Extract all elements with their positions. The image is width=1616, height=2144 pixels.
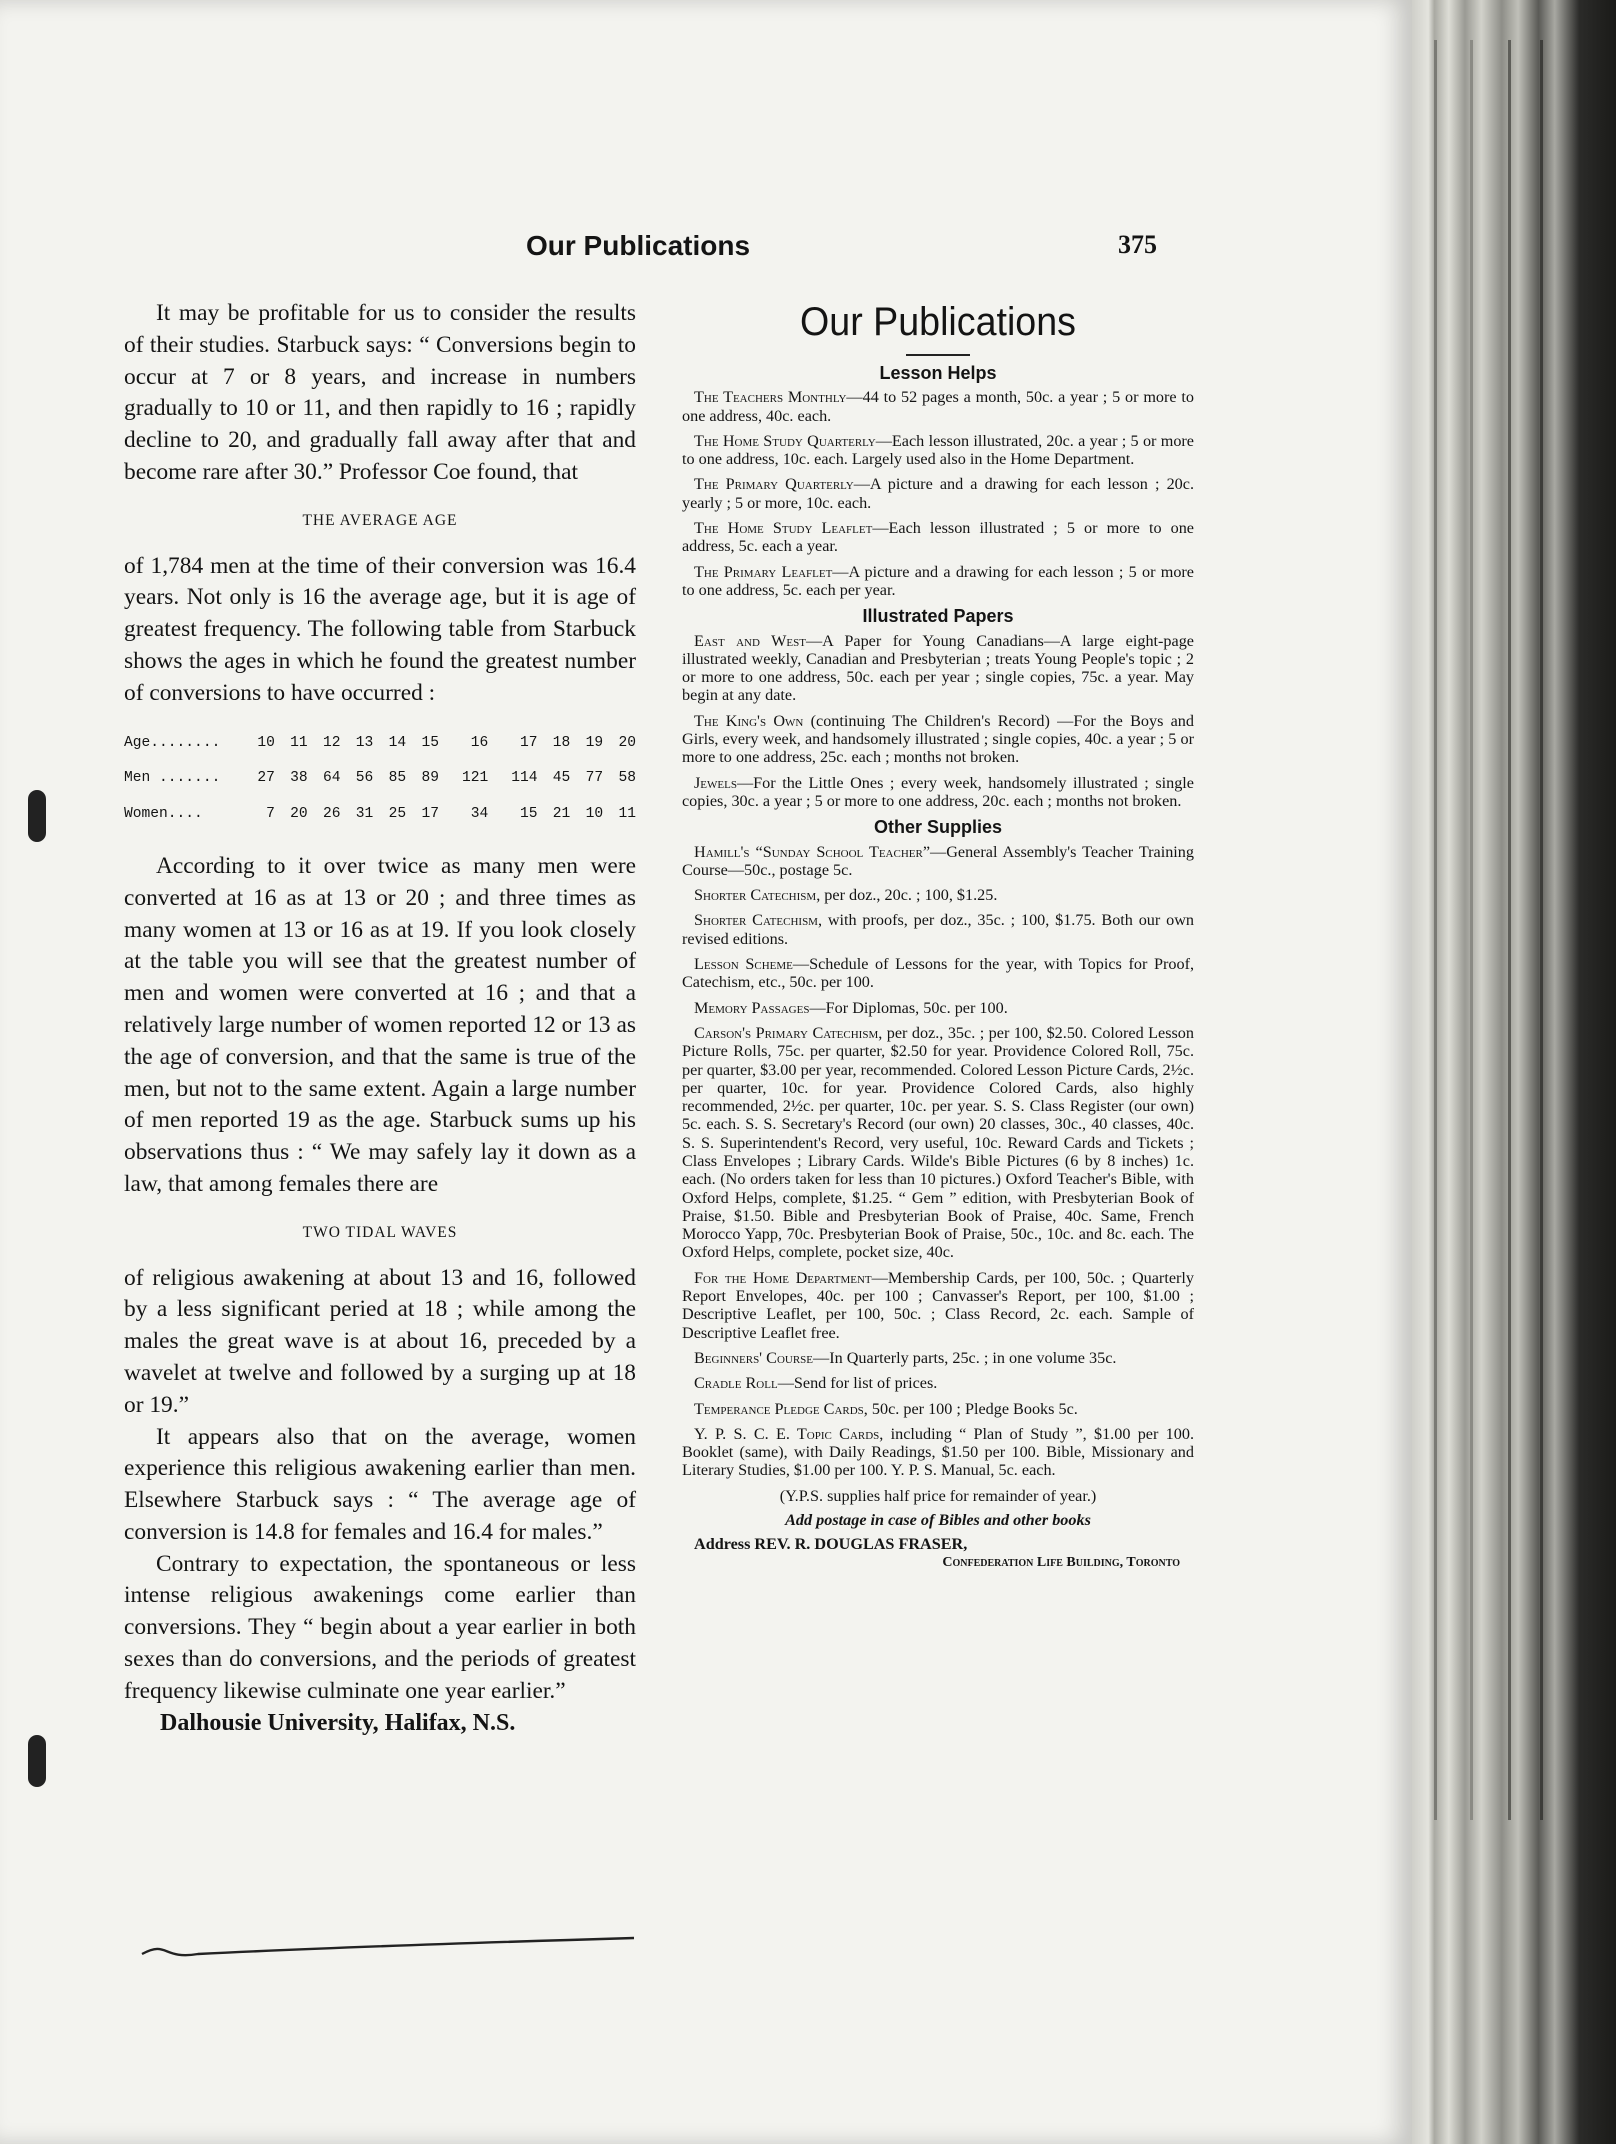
table-cell: 20 (618, 734, 636, 751)
table-cell: 20 (290, 806, 308, 823)
publication-description: —Each lesson illustrated, 20c. a year ; 5 or more to one address, 10c. each. Largely used also in the Home Department. (682, 431, 1194, 469)
note: (Y.P.S. supplies half price for remainder of year.) (779, 1486, 1097, 1505)
publication-entry (682, 911, 1194, 948)
table-cell: 17 (519, 734, 538, 751)
decorative-swash (138, 1936, 638, 1960)
publication-entry (682, 388, 1194, 425)
publication-description: , 50c. per 100 ; Pledge Books 5c. (863, 1399, 1078, 1418)
table-cell: 10 (257, 734, 275, 751)
publication-name: The Home Study Quarterly (694, 431, 876, 450)
publication-description: —For Diplomas, 50c. per 100. (809, 998, 1008, 1017)
publication-name: Hamill's “Sunday School Teacher” (694, 842, 931, 861)
publication-entry (682, 1349, 1194, 1367)
publication-description: —In Quarterly parts, 25c. ; in one volume 35c. (813, 1348, 1117, 1367)
paragraph: of 1,784 men at the time of their conversion was 16.4 years. Not only is 16 the average age, but it is age of greatest frequency. The following table from Starbuck shows the ages in which he found the greatest number of conversions to have occurred : (124, 552, 636, 706)
note: Add postage in case of Bibles and other books (785, 1511, 1091, 1530)
publication-name: Temperance Pledge Cards (694, 1399, 864, 1418)
publication-name: Jewels (694, 773, 737, 792)
table-row (124, 761, 636, 797)
table-row-label: Age........ (124, 734, 221, 751)
table-cell: 89 (421, 770, 439, 787)
table-cell: 26 (322, 806, 341, 823)
publication-description: —A picture and a drawing for each lesson ; 5 or more to one address, 5c. each per year. (682, 562, 1194, 599)
title-rule (906, 354, 970, 356)
publication-description: —Each lesson illustrated ; 5 or more to one address, 5c. each a year. (682, 519, 1194, 556)
publication-entry (682, 774, 1194, 811)
subheading: THE AVERAGE AGE (302, 511, 458, 529)
publication-entry (682, 632, 1194, 705)
publication-name: The Primary Quarterly (694, 475, 854, 494)
table-cell: 21 (552, 806, 571, 823)
publication-description: , with proofs, per doz., 35c. ; 100, $1.75. Both our own revised editions. (682, 911, 1194, 948)
table-cell: 58 (618, 770, 636, 787)
publication-entry (682, 1425, 1194, 1480)
publication-description: —Membership Cards, per 100, 50c. ; Quarterly Report Envelopes, 40c. per 100 ; Canvasser's Report, per 100, $1.00 ; Descriptive Leaflet, per 100, 50c. ; Class Record, 2c. each. Sample of Descriptive Leaflet free. (682, 1268, 1194, 1342)
page-edge-line (1470, 40, 1473, 1820)
running-head: Our Publications (526, 230, 751, 261)
publication-name: The Teachers Monthly (694, 388, 847, 407)
paragraph: It may be profitable for us to consider the results of their studies. Starbuck says: “ Conversions begin to occur at 7 or 8 years, and increase in numbers gradually to 10 or 11, and then rapidly to 16 ; rapidly decline to 20, and gradually fall away after that and become rare after 30.” Professor Coe found, that (124, 300, 636, 485)
publication-name: For the Home Department (694, 1268, 872, 1287)
paragraph: of religious awakening at about 13 and 16, followed by a less significant peried at 18 ; while among the males the great wave is at about 16, preceded by a wavelet at twelve and followed by a surging up at 18 or 19.” (124, 1264, 636, 1418)
publication-description: , per doz., 35c. ; per 100, $2.50. Colored Lesson Picture Rolls, 75c. per quarter, $2.50 for year. Providence Colored Roll, 75c. per quarter, $3.00 per year, recommended. Colored Lesson Picture Cards, 2½c. per quarter, 10c. for year. Providence Colored Cards, also highly recommended, 2½c. per quarter, 10c. per year. S. S. Class Register (our own) 5c. each. S. S. Secretary's Record (our own) 20 classes, 30c., 40 classes, 40c. S. S. Superintendent's Record, very useful, 10c. Reward Cards and Tickets ; Class Envelopes ; Library Cards. Wilde's Bible Pictures (6 by 8 inches) 1c. each. (No orders taken for less than 10 pictures.) Oxford Teacher's Bible, with Oxford Helps, complete, $1.25. “ Gem ” edition, with Presbyterian Book of Praise, $1.50. Bible and Presbyterian Book of Praise, 40c. Same, French Morocco Yapp, 70c. Presbyterian Book of Praise, 50c., 10c. and 8c. each. The Oxford Helps, complete, pocket size, 40c. (682, 1023, 1194, 1262)
publications-title: Our Publications (800, 300, 1076, 344)
publication-sections (682, 364, 1194, 1480)
publication-name: Cradle Roll (694, 1374, 778, 1393)
publication-entry (682, 1269, 1194, 1342)
publication-name: Shorter Catechism (694, 886, 817, 905)
paragraph: According to it over twice as many men were converted at 16 as at 13 or 20 ; and three times as many women at 13 or 16 as at 19. If you look closely at the table you will see that the greatest number of men and women were converted at 16 ; and that a relatively large number of women reported 12 or 13 as the age of conversion, and that the same is true of the men, but not to the same extent. Again a large number of men reported 19 as the age. Starbuck sums up his observations thus : “ We may safely lay it down as a law, that among females there are (124, 852, 636, 1197)
table-cell: 11 (618, 806, 636, 823)
paragraph: Contrary to expectation, the spontaneous or less intense religious awakenings come earlier than conversions. They “ begin about a year earlier in both sexes than do conversions, and the periods of greatest frequency likewise culminate one year earlier.” (124, 1550, 636, 1704)
publication-entry (682, 432, 1194, 469)
table-cell: 114 (511, 770, 538, 787)
publication-description: —Schedule of Lessons for the year, with Topics for Proof, Catechism, etc., 50c. per 100. (682, 955, 1195, 992)
table-cell: 27 (257, 770, 275, 787)
section-heading: Other Supplies (873, 817, 1003, 838)
table-cell: 38 (290, 770, 308, 787)
table-cell: 10 (585, 806, 604, 823)
table-cell: 56 (355, 770, 374, 787)
publication-entry (682, 999, 1194, 1017)
publication-name: Carson's Primary Catechism (694, 1023, 879, 1042)
subheading: TWO TIDAL WAVES (302, 1223, 458, 1241)
binding-hole (28, 790, 46, 842)
publication-entry (682, 955, 1194, 992)
table-cell: 15 (421, 734, 439, 751)
page-edge-line (1434, 40, 1437, 1820)
table-cell: 31 (355, 806, 374, 823)
publication-name: Y. P. S. C. E. Topic Cards (694, 1424, 880, 1443)
publication-entry (682, 1024, 1194, 1262)
table-row-label: Women.... (124, 806, 203, 823)
table-row (124, 726, 636, 762)
signature: Dalhousie University, Halifax, N.S. (160, 1709, 516, 1736)
publication-entry (682, 475, 1194, 512)
publication-description: , including “ Plan of Study ”, $1.00 per 100. Booklet (same), with Daily Readings, $1.50 per 100. Bible, Missionary and Literary Studies, $1.00 per 100. Y. P. S. Manual, 5c. each. (682, 1424, 1195, 1480)
section-heading: Lesson Helps (879, 363, 997, 383)
publication-entry (682, 843, 1194, 880)
publication-name: East and West (694, 631, 806, 650)
publication-description: (continuing The Children's Record) —For the Boys and Girls, every week, and handsomely illustrated ; single copies, 40c. a year ; 5 or more to one address, 25c. each ; months not broken. (682, 711, 1194, 767)
publication-name: Memory Passages (694, 998, 810, 1017)
publication-entry (682, 886, 1194, 904)
publication-description: —A picture and a drawing for each lesson ; 20c. yearly ; 5 or more, 10c. each. (682, 475, 1195, 512)
table-cell: 64 (322, 770, 341, 787)
table-cell: 11 (290, 734, 308, 751)
publications-column (682, 296, 1194, 1572)
publication-entry (682, 563, 1194, 600)
table-cell: 19 (585, 734, 604, 751)
publication-entry (682, 712, 1194, 767)
section-heading: Illustrated Papers (862, 606, 1014, 627)
table-cell: 45 (552, 770, 571, 787)
publication-name: The Home Study Leaflet (694, 519, 873, 538)
page-edge-line (1508, 40, 1511, 1820)
table-cell: 121 (461, 770, 489, 787)
table-row-label: Men ....... (124, 770, 221, 787)
binding-hole (28, 1735, 46, 1787)
table-cell: 34 (470, 806, 489, 823)
paragraph: It appears also that on the average, women experience this religious awakening earlier than men. Elsewhere Starbuck says : “ The average age of conversion is 14.8 for females and 16.4 for males.” (124, 1423, 636, 1545)
table-cell: 25 (388, 806, 407, 823)
table-cell: 16 (470, 734, 489, 751)
publication-entry (682, 1374, 1194, 1392)
page-block-edge (1412, 0, 1616, 2144)
address-line: Address REV. R. DOUGLAS FRASER, (694, 1535, 968, 1554)
publication-description: —For the Little Ones ; every week, handsomely illustrated ; single copies, 30c. a year ; 5 or more to one address, 20c. each ; months not broken. (682, 773, 1194, 810)
table-cell: 13 (355, 734, 374, 751)
page-number: 375 (1118, 230, 1157, 259)
article-column (124, 298, 636, 1739)
publication-description: —A Paper for Young Canadians—A large eight-page illustrated weekly, Canadian and Presbyterian ; treats Young People's topic ; 2 or more to one address, 50c. each per year ; single copies, 75c. a year. May begin at any date. (682, 631, 1194, 705)
table-cell: 12 (322, 734, 341, 751)
table-cell: 15 (519, 806, 538, 823)
publication-name: The King's Own (694, 711, 804, 730)
publication-entry (682, 1400, 1194, 1418)
publication-name: The Primary Leaflet (694, 562, 833, 581)
publication-description: , per doz., 20c. ; 100, $1.25. (816, 886, 998, 905)
publication-description: —44 to 52 pages a month, 50c. a year ; 5 or more to one address, 40c. each. (682, 388, 1194, 425)
table-cell: 77 (585, 770, 604, 787)
table-cell: 18 (552, 734, 571, 751)
table-cell: 85 (388, 770, 407, 787)
publication-description: —General Assembly's Teacher Training Course—50c., postage 5c. (682, 842, 1194, 879)
table-cell: 7 (266, 806, 275, 823)
publication-name: Lesson Scheme (694, 955, 793, 974)
publication-entry (682, 519, 1194, 556)
conversion-age-table (124, 726, 636, 833)
table-cell: 14 (388, 734, 407, 751)
publication-name: Shorter Catechism (694, 911, 818, 930)
publication-description: —Send for list of prices. (777, 1374, 938, 1393)
publication-name: Beginners' Course (694, 1348, 814, 1367)
page-edge-line (1540, 40, 1543, 1820)
address-line: Confederation Life Building, Toronto (942, 1554, 1180, 1570)
table-cell: 17 (421, 806, 439, 823)
table-row (124, 797, 636, 833)
